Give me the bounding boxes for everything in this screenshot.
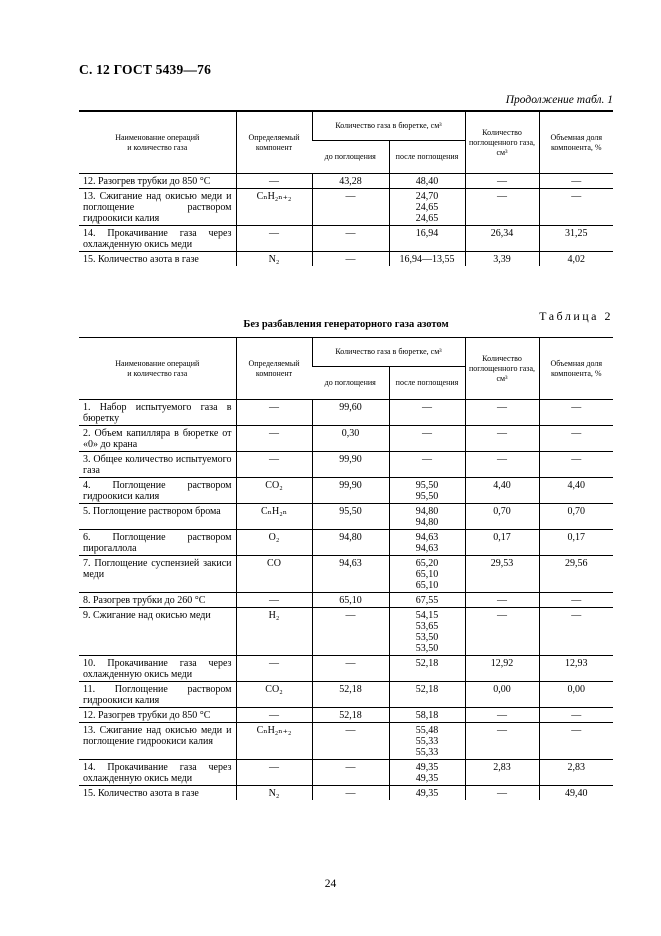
absorbed-cell: 12,92 <box>465 656 539 682</box>
component-cell: — <box>236 174 312 189</box>
operation-cell: 1. Набор испытуемого газа в бюретку <box>79 400 236 426</box>
after-cell <box>389 426 465 452</box>
absorbed-cell: — <box>465 723 539 760</box>
component-cell: CO₂ <box>236 682 312 708</box>
after-value: 95,50 <box>415 491 439 502</box>
operation-cell: 8. Разогрев трубки до 260 °С <box>79 593 236 608</box>
table-row <box>79 504 613 530</box>
absorbed-cell: 0,17 <box>465 530 539 556</box>
fraction-cell: — <box>539 189 613 226</box>
table-row <box>79 708 613 723</box>
table-row <box>79 252 613 267</box>
operation-cell: 15. Количество азота в газе <box>79 786 236 801</box>
before-cell: — <box>312 723 389 760</box>
fraction-cell: — <box>539 174 613 189</box>
absorbed-cell: — <box>465 400 539 426</box>
absorbed-cell: 29,53 <box>465 556 539 593</box>
component-cell: CₙH₂ₙ <box>236 504 312 530</box>
fraction-cell: — <box>539 400 613 426</box>
absorbed-cell: 4,40 <box>465 478 539 504</box>
table-row <box>79 556 613 593</box>
after-value: 24,70 <box>415 191 439 202</box>
component-cell: — <box>236 593 312 608</box>
after-value: 52,18 <box>415 658 439 669</box>
before-cell: — <box>312 760 389 786</box>
after-cell <box>389 760 465 786</box>
component-cell: CO₂ <box>236 478 312 504</box>
after-value: 55,33 <box>415 736 439 747</box>
component-cell: H₂ <box>236 608 312 656</box>
table-row <box>79 226 613 252</box>
after-value: 94,80 <box>415 517 439 528</box>
before-cell: 52,18 <box>312 682 389 708</box>
after-value: — <box>422 402 432 413</box>
before-cell: — <box>312 189 389 226</box>
absorbed-cell: 2,83 <box>465 760 539 786</box>
header-component: Определяемый компонент <box>236 338 312 400</box>
after-value: 49,35 <box>415 788 439 799</box>
component-cell: — <box>236 226 312 252</box>
before-cell: 65,10 <box>312 593 389 608</box>
after-cell <box>389 682 465 708</box>
operation-cell: 15. Количество азота в газе <box>79 252 236 267</box>
after-value: 24,65 <box>415 202 439 213</box>
table-row <box>79 760 613 786</box>
operation-cell: 14. Прокачивание газа через охлажденную окись меди <box>79 760 236 786</box>
operation-cell: 9. Сжигание над окисью меди <box>79 608 236 656</box>
operation-cell: 10. Прокачивание газа через охлажденную окись меди <box>79 656 236 682</box>
after-cell <box>389 786 465 801</box>
absorbed-cell: — <box>465 593 539 608</box>
header-operation: Наименование операций и количество газа <box>79 338 236 400</box>
before-cell: 43,28 <box>312 174 389 189</box>
component-cell: CₙH₂ₙ₊₂ <box>236 723 312 760</box>
table-2-label: Таблица 2 <box>539 309 613 323</box>
operation-cell: 14. Прокачивание газа через охлажденную окись меди <box>79 226 236 252</box>
after-value: 94,63 <box>415 532 439 543</box>
after-value: 65,10 <box>415 580 439 591</box>
fraction-cell: — <box>539 426 613 452</box>
table-row <box>79 682 613 708</box>
component-cell: N₂ <box>236 252 312 267</box>
header-operation: Наименование операций и количество газа <box>79 111 236 174</box>
after-value: 24,65 <box>415 213 439 224</box>
absorbed-cell: 3,39 <box>465 252 539 267</box>
after-cell <box>389 452 465 478</box>
table-row <box>79 608 613 656</box>
fraction-cell: 4,40 <box>539 478 613 504</box>
table-row <box>79 174 613 189</box>
after-value: 95,50 <box>415 480 439 491</box>
header-component: Определяемый компонент <box>236 111 312 174</box>
header-volume-fraction: Объемная доля компонента, % <box>539 111 613 174</box>
after-cell <box>389 708 465 723</box>
component-cell: CO <box>236 556 312 593</box>
table-row <box>79 400 613 426</box>
fraction-cell: 0,00 <box>539 682 613 708</box>
fraction-cell: 29,56 <box>539 556 613 593</box>
table-2 <box>79 337 613 800</box>
absorbed-cell: 0,00 <box>465 682 539 708</box>
header-after: после поглощения <box>389 141 465 174</box>
component-cell: O₂ <box>236 530 312 556</box>
after-value: 16,94—13,55 <box>399 254 455 265</box>
after-cell <box>389 723 465 760</box>
component-cell: — <box>236 656 312 682</box>
header-before: до поглощения <box>324 152 376 161</box>
after-value: — <box>422 428 432 439</box>
table-1-continuation <box>79 110 613 266</box>
after-value: 49,35 <box>415 762 439 773</box>
before-cell: 95,50 <box>312 504 389 530</box>
table-row <box>79 426 613 452</box>
operation-cell: 12. Разогрев трубки до 850 °С <box>79 174 236 189</box>
before-cell: 99,90 <box>312 478 389 504</box>
page-number: 24 <box>324 878 337 890</box>
absorbed-cell: — <box>465 608 539 656</box>
fraction-cell: 2,83 <box>539 760 613 786</box>
component-cell: — <box>236 400 312 426</box>
table-row <box>79 723 613 760</box>
after-value: 53,50 <box>415 632 439 643</box>
after-value: 55,48 <box>415 725 439 736</box>
table-row <box>79 189 613 226</box>
before-cell: 94,63 <box>312 556 389 593</box>
after-value: 52,18 <box>415 684 439 695</box>
before-cell: 99,90 <box>312 452 389 478</box>
header-gas-in-burette: Количество газа в бюретке, см³ <box>312 111 465 141</box>
fraction-cell: 49,40 <box>539 786 613 801</box>
after-value: 65,10 <box>415 569 439 580</box>
header-absorbed: Количество поглощенного газа, см³ <box>465 111 539 174</box>
table-row <box>79 452 613 478</box>
before-cell: — <box>312 608 389 656</box>
component-cell: — <box>236 708 312 723</box>
operation-cell: 2. Объем капилляра в бюретке от «0» до крана <box>79 426 236 452</box>
operation-cell: 5. Поглощение раствором брома <box>79 504 236 530</box>
after-cell <box>389 400 465 426</box>
absorbed-cell: — <box>465 452 539 478</box>
operation-cell: 4. Поглощение раствором гидроокиси калия <box>79 478 236 504</box>
after-cell <box>389 656 465 682</box>
operation-cell: 13. Сжигание над окисью меди и поглощение гидроокиси калия <box>79 723 236 760</box>
after-cell <box>389 504 465 530</box>
after-cell <box>389 252 465 267</box>
after-value: 58,18 <box>415 710 439 721</box>
table-row <box>79 478 613 504</box>
operation-cell: 13. Сжигание над окисью меди и поглощение раствором гидроокиси калия <box>79 189 236 226</box>
header-absorbed: Количество поглощенного газа, см³ <box>465 338 539 400</box>
table-continuation-label: Продолжение табл. 1 <box>505 94 613 106</box>
fraction-cell: — <box>539 593 613 608</box>
absorbed-cell: — <box>465 426 539 452</box>
after-value: 16,94 <box>415 228 439 239</box>
before-cell: 94,80 <box>312 530 389 556</box>
before-cell: — <box>312 252 389 267</box>
fraction-cell: 0,17 <box>539 530 613 556</box>
after-value: — <box>422 454 432 465</box>
component-cell: — <box>236 426 312 452</box>
before-cell: — <box>312 786 389 801</box>
fraction-cell: 0,70 <box>539 504 613 530</box>
table-row <box>79 786 613 801</box>
table-2-title: Без разбавления генераторного газа азотом <box>243 319 449 330</box>
before-cell: 52,18 <box>312 708 389 723</box>
absorbed-cell: — <box>465 189 539 226</box>
after-cell <box>389 593 465 608</box>
table-row <box>79 530 613 556</box>
after-value: 65,20 <box>415 558 439 569</box>
header-gas-in-burette: Количество газа в бюретке, см³ <box>312 338 465 367</box>
table-row <box>79 593 613 608</box>
after-value: 94,80 <box>415 506 439 517</box>
page-header: С. 12 ГОСТ 5439—76 <box>79 62 212 77</box>
after-value: 94,63 <box>415 543 439 554</box>
absorbed-cell: — <box>465 786 539 801</box>
header-after: после поглощения <box>389 367 465 400</box>
fraction-cell: — <box>539 608 613 656</box>
after-cell <box>389 226 465 252</box>
after-cell <box>389 608 465 656</box>
fraction-cell: 12,93 <box>539 656 613 682</box>
operation-cell: 3. Общее количество испытуемого газа <box>79 452 236 478</box>
operation-cell: 11. Поглощение раствором гидроокиси калия <box>79 682 236 708</box>
component-cell: N₂ <box>236 786 312 801</box>
after-value: 53,50 <box>415 643 439 654</box>
after-cell <box>389 478 465 504</box>
after-cell <box>389 189 465 226</box>
component-cell: — <box>236 760 312 786</box>
absorbed-cell: — <box>465 174 539 189</box>
absorbed-cell: — <box>465 708 539 723</box>
absorbed-cell: 26,34 <box>465 226 539 252</box>
fraction-cell: — <box>539 723 613 760</box>
component-cell: CₙH₂ₙ₊₂ <box>236 189 312 226</box>
after-value: 67,55 <box>415 595 439 606</box>
after-value: 49,35 <box>415 773 439 784</box>
after-value: 53,65 <box>415 621 439 632</box>
fraction-cell: — <box>539 452 613 478</box>
header-volume-fraction: Объемная доля компонента, % <box>539 338 613 400</box>
operation-cell: 6. Поглощение раствором пирогаллола <box>79 530 236 556</box>
after-cell <box>389 556 465 593</box>
header-before: до поглощения <box>324 378 376 387</box>
after-value: 55,33 <box>415 747 439 758</box>
absorbed-cell: 0,70 <box>465 504 539 530</box>
after-cell <box>389 174 465 189</box>
before-cell: — <box>312 656 389 682</box>
table-row <box>79 656 613 682</box>
before-cell: 99,60 <box>312 400 389 426</box>
after-value: 54,15 <box>415 610 439 621</box>
before-cell: — <box>312 226 389 252</box>
component-cell: — <box>236 452 312 478</box>
after-cell <box>389 530 465 556</box>
operation-cell: 7. Поглощение суспензией закиси меди <box>79 556 236 593</box>
fraction-cell: 31,25 <box>539 226 613 252</box>
fraction-cell: 4,02 <box>539 252 613 267</box>
after-value: 48,40 <box>415 176 439 187</box>
before-cell: 0,30 <box>312 426 389 452</box>
fraction-cell: — <box>539 708 613 723</box>
operation-cell: 12. Разогрев трубки до 850 °С <box>79 708 236 723</box>
